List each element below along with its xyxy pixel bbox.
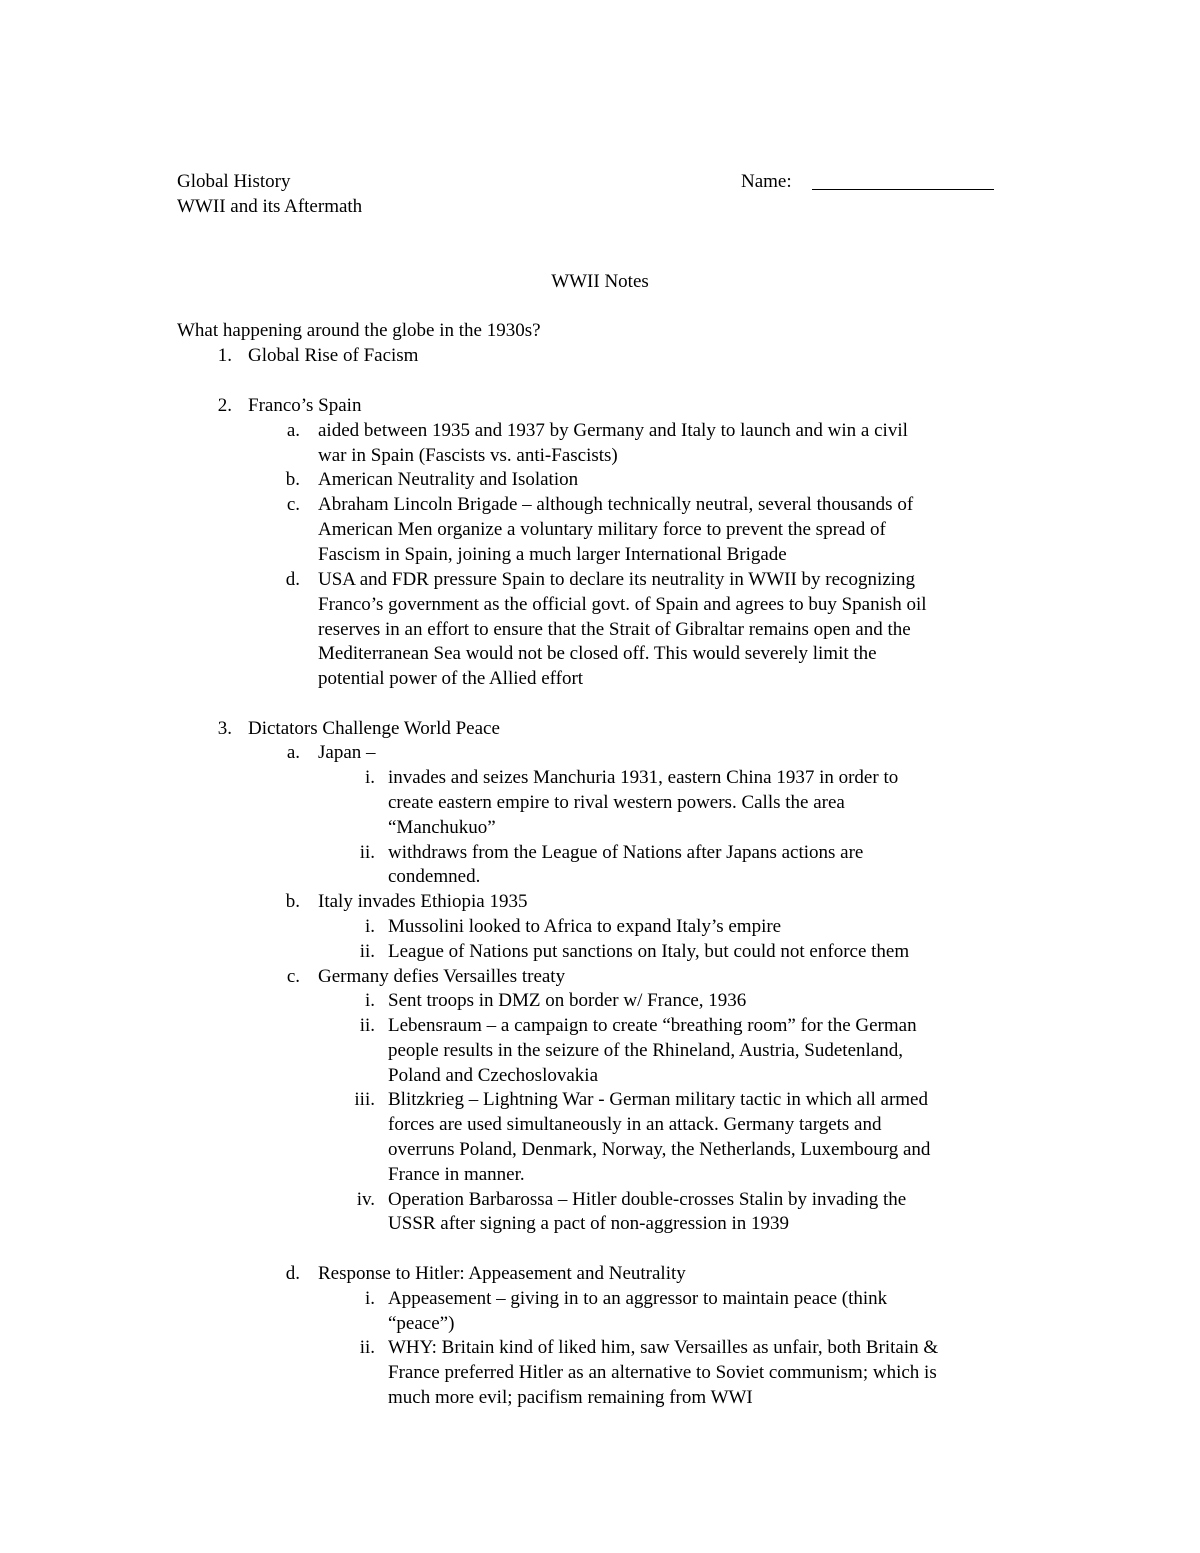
list-marker: b. [285,469,300,490]
subsubitem-text: invades and seizes Manchuria 1931, eastern China 1937 in order to [388,767,899,788]
list-item-francos-spain: Franco’s Spain [248,395,362,416]
subitem-japan: Japan – [318,742,376,763]
subitem-text: war in Spain (Fascists vs. anti-Fascists) [318,445,618,466]
subitem-germany: Germany defies Versailles treaty [318,966,566,987]
subitem-text: potential power of the Allied effort [318,668,584,689]
subsubitem-text: create eastern empire to rival western powers. Calls the area [388,792,845,813]
subsubitem-text: overruns Poland, Denmark, Norway, the Netherlands, Luxembourg and [388,1139,931,1160]
list-marker: ii. [359,1015,375,1036]
list-marker: 1. [217,345,232,366]
list-marker: a. [286,420,300,441]
list-marker: 2. [217,395,232,416]
subitem-text: American Neutrality and Isolation [318,469,579,490]
list-marker: a. [286,742,300,763]
subsubitem-text: much more evil; pacifism remaining from WWI [388,1387,753,1408]
list-marker: iv. [356,1189,375,1210]
subsubitem-text: condemned. [388,866,481,887]
subitem-text: Abraham Lincoln Brigade – although technically neutral, several thousands of [318,494,914,515]
subitem-text: Franco’s government as the official govt. of Spain and agrees to buy Spanish oil [318,594,927,615]
subsubitem-text: Lebensraum – a campaign to create “breathing room” for the German [388,1015,917,1036]
subsubitem-text: USSR after signing a pact of non-aggression in 1939 [388,1213,790,1234]
name-blank-line[interactable] [812,189,994,190]
list-item-dictators-challenge: Dictators Challenge World Peace [248,718,500,739]
list-marker: ii. [359,941,375,962]
subsubitem-text: Sent troops in DMZ on border w/ France, 1936 [388,990,747,1011]
subsubitem-text: forces are used simultaneously in an attack. Germany targets and [388,1114,882,1135]
subitem-text: USA and FDR pressure Spain to declare its neutrality in WWII by recognizing [318,569,915,590]
subitem-response-to-hitler: Response to Hitler: Appeasement and Neutrality [318,1263,686,1284]
subsubitem-text: WHY: Britain kind of liked him, saw Versailles as unfair, both Britain & [388,1337,939,1358]
subsubitem-text: Blitzkrieg – Lightning War - German military tactic in which all armed [388,1089,928,1110]
list-marker: i. [364,990,375,1011]
subsubitem-text: Appeasement – giving in to an aggressor to maintain peace (think [388,1288,888,1309]
subitem-text: reserves in an effort to ensure that the Strait of Gibraltar remains open and the [318,619,911,640]
subsubitem-text: France preferred Hitler as an alternative to Soviet communism; which is [388,1362,937,1383]
list-marker: ii. [359,1337,375,1358]
subsubitem-text: “Manchukuo” [388,817,496,838]
list-item-global-rise-of-facism: Global Rise of Facism [248,345,419,366]
page-title: WWII Notes [551,271,649,292]
list-marker: d. [285,1263,300,1284]
list-marker: i. [364,1288,375,1309]
list-marker: i. [364,916,375,937]
list-marker: ii. [359,842,375,863]
course-title: Global History [177,171,291,192]
subitem-text: Fascism in Spain, joining a much larger International Brigade [318,544,787,565]
subsubitem-text: Poland and Czechoslovakia [388,1065,599,1086]
list-marker: d. [285,569,300,590]
subsubitem-text: League of Nations put sanctions on Italy, but could not enforce them [388,941,910,962]
list-marker: c. [286,494,300,515]
list-marker: i. [364,767,375,788]
list-marker: c. [286,966,300,987]
list-marker: iii. [354,1089,375,1110]
subsubitem-text: withdraws from the League of Nations after Japans actions are [388,842,864,863]
subitem-text: aided between 1935 and 1937 by Germany and Italy to launch and win a civil [318,420,908,441]
subsubitem-text: France in manner. [388,1164,525,1185]
subsubitem-text: people results in the seizure of the Rhineland, Austria, Sudetenland, [388,1040,903,1061]
intro-question: What happening around the globe in the 1930s? [177,320,541,341]
subsubitem-text: “peace”) [388,1313,455,1334]
list-marker: b. [285,891,300,912]
name-label: Name: [741,171,792,192]
subitem-text: Mediterranean Sea would not be closed off. This would severely limit the [318,643,877,664]
subsubitem-text: Operation Barbarossa – Hitler double-crosses Stalin by invading the [388,1189,907,1210]
list-marker: 3. [217,718,232,739]
subitem-italy: Italy invades Ethiopia 1935 [318,891,528,912]
subsubitem-text: Mussolini looked to Africa to expand Italy’s empire [388,916,782,937]
unit-title: WWII and its Aftermath [177,196,363,217]
subitem-text: American Men organize a voluntary military force to prevent the spread of [318,519,886,540]
